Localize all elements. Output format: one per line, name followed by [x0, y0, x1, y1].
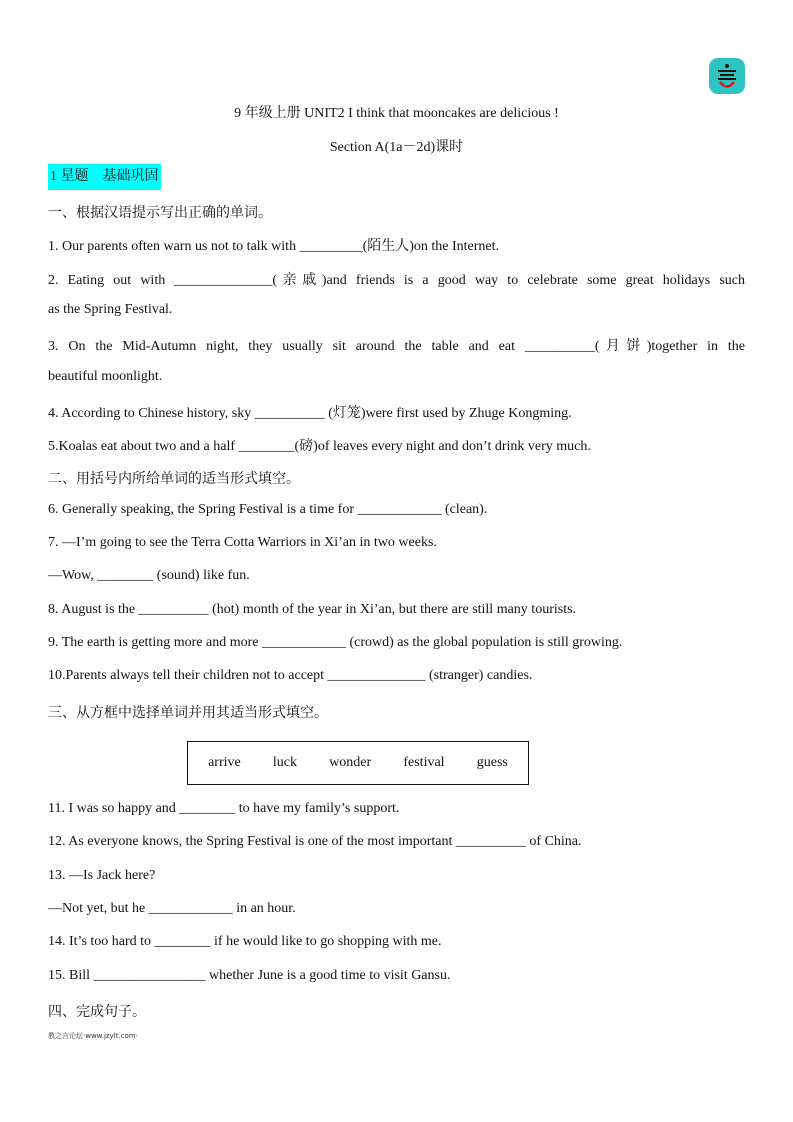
question-item: 1. Our parents often warn us not to talk with _________(陌生人)on the Internet.: [48, 239, 500, 254]
word-box-item: guess: [476, 755, 508, 770]
page-title: 9 年级上册 UNIT2 I think that mooncakes are delicious !: [234, 106, 559, 121]
word-box: [187, 741, 529, 785]
question-item: —Wow, ________ (sound) like fun.: [48, 568, 250, 583]
question-item: 7. —I’m going to see the Terra Cotta Warriors in Xi’an in two weeks.: [48, 535, 437, 550]
question-item: beautiful moonlight.: [48, 369, 163, 384]
question-item: 4. According to Chinese history, sky __________ (灯笼)were first used by Zhuge Kongming.: [48, 406, 572, 421]
question-item: 8. August is the __________ (hot) month of the year in Xi’an, but there are still many tourists.: [48, 602, 577, 617]
question-item: 15. Bill ________________ whether June is a good time to visit Gansu.: [48, 968, 451, 983]
question-item: —Not yet, but he ____________ in an hour.: [48, 901, 296, 916]
footer-text: 教之言论坛·www.jzylt.com·: [48, 1032, 138, 1040]
book-logo-icon: [709, 58, 745, 94]
question-item: 13. —Is Jack here?: [48, 868, 156, 883]
word-box-item: festival: [403, 755, 445, 770]
question-item: 10.Parents always tell their children not to accept ______________ (stranger) candies.: [48, 668, 533, 683]
word-box-item: wonder: [329, 755, 372, 770]
question-item: as the Spring Festival.: [48, 302, 173, 317]
page-subtitle: Section A(1a－2d)课时: [329, 140, 464, 155]
section-heading: 一、根据汉语提示写出正确的单词。: [48, 206, 272, 221]
question-item: 9. The earth is getting more and more ____________ (crowd) as the global population is still growing.: [48, 635, 623, 650]
question-item: 3. On the Mid-Autumn night, they usually sit around the table and eat __________(月饼)together in the: [48, 339, 745, 354]
section-heading: 四、完成句子。: [48, 1005, 146, 1020]
word-box-item: luck: [272, 755, 298, 770]
section-heading: 二、用括号内所给单词的适当形式填空。: [48, 472, 300, 487]
question-item: 2. Eating out with ______________(亲戚)and friends is a good way to celebrate some great holidays such: [48, 273, 745, 288]
question-item: 11. I was so happy and ________ to have my family’s support.: [48, 801, 400, 816]
question-item: 6. Generally speaking, the Spring Festival is a time for ____________ (clean).: [48, 502, 488, 517]
question-item: 5.Koalas eat about two and a half ________(磅)of leaves every night and don’t drink very much.: [48, 439, 591, 454]
question-item: 12. As everyone knows, the Spring Festival is one of the most important __________ of China.: [48, 834, 582, 849]
level-tag: 1 星题 基础巩固: [48, 164, 161, 190]
section-heading: 三、从方框中选择单词并用其适当形式填空。: [48, 706, 328, 721]
question-item: 14. It’s too hard to ________ if he would like to go shopping with me.: [48, 934, 442, 949]
word-box-item: arrive: [208, 755, 241, 770]
